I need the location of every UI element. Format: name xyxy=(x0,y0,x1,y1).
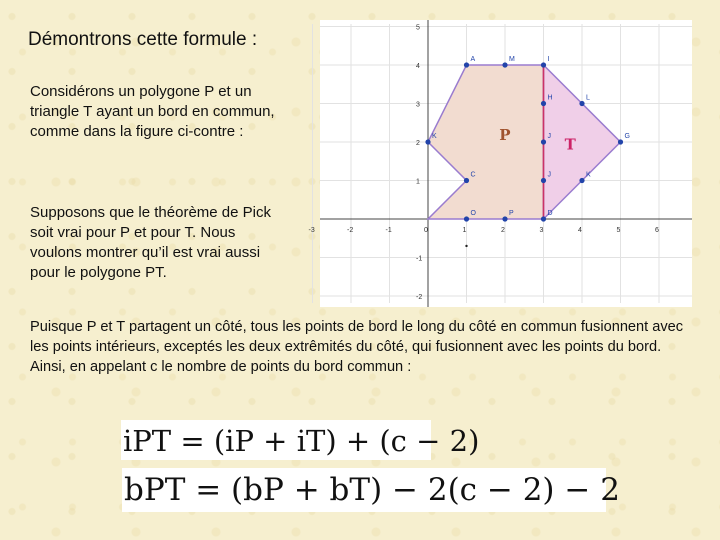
vertex-point xyxy=(464,216,469,221)
vertex-point xyxy=(541,62,546,67)
vertex-point xyxy=(618,139,623,144)
vertex-label: J xyxy=(547,171,551,179)
y-tick-label: -1 xyxy=(416,255,423,263)
vertex-label: K xyxy=(432,133,437,140)
vertex-label: M xyxy=(509,56,515,63)
x-tick-label: -3 xyxy=(308,227,315,234)
vertex-label: P xyxy=(509,210,514,217)
y-tick-label: 3 xyxy=(416,101,420,109)
vertex-label: H xyxy=(547,94,553,102)
vertex-label: O xyxy=(470,210,476,217)
y-tick-label: -2 xyxy=(416,294,423,301)
x-tick-label: 0 xyxy=(424,227,428,234)
y-tick-label: 5 xyxy=(416,24,420,32)
stray-dot xyxy=(465,245,467,247)
x-tick-label: 4 xyxy=(578,227,582,234)
formula-interior-text: iPT = (iP + iT) + (c − 2) xyxy=(123,424,480,458)
vertex-point xyxy=(541,216,546,221)
vertex-label: K xyxy=(586,171,591,179)
x-tick-label: -2 xyxy=(347,227,354,234)
x-tick-label: -1 xyxy=(385,227,392,234)
x-tick-label: 3 xyxy=(539,227,544,234)
vertex-label: A xyxy=(470,56,476,63)
vertex-label: G xyxy=(624,133,630,140)
formula-boundary xyxy=(122,468,620,512)
y-tick-label: 4 xyxy=(416,63,420,70)
vertex-point xyxy=(425,139,430,144)
x-tick-label: 2 xyxy=(501,227,505,234)
vertex-label: C xyxy=(470,171,476,179)
vertex-point xyxy=(502,62,507,67)
formula-boundary-text: bPT = (bP + bT) − 2(c − 2) − 2 xyxy=(124,472,620,508)
vertex-point xyxy=(464,62,469,67)
vertex-point xyxy=(541,178,546,183)
vertex-label: I xyxy=(547,56,550,63)
vertex-point xyxy=(579,178,584,183)
vertex-point xyxy=(579,101,584,106)
x-tick-label: 5 xyxy=(616,227,621,234)
y-tick-label: 2 xyxy=(416,140,420,147)
vertex-label: D xyxy=(547,210,553,217)
vertex-label: L xyxy=(586,94,590,102)
vertex-point xyxy=(464,178,469,183)
x-tick-label: 6 xyxy=(655,227,659,234)
polygon-p xyxy=(428,65,544,219)
vertex-point xyxy=(541,101,546,106)
label-t: T xyxy=(564,135,576,154)
vertex-label: J xyxy=(547,133,551,140)
y-tick-label: 1 xyxy=(416,178,420,186)
vertex-point xyxy=(541,139,546,144)
vertex-point xyxy=(502,216,507,221)
intro-paragraph: Considérons un polygone P et un triangle T ayant un bord en commun, comme dans la figure ci-contre : xyxy=(30,83,275,140)
heading: Démontrons cette formule : xyxy=(28,29,258,50)
x-tick-label: 1 xyxy=(462,227,467,234)
polygon-figure xyxy=(308,20,692,307)
formula-interior xyxy=(121,420,480,460)
hypothesis-paragraph: Supposons que le théorème de Pick soit vrai pour P et pour T. Nous voulons montrer qu’il est vrai aussi pour le polygone PT. xyxy=(30,204,271,281)
figure-svg xyxy=(308,20,692,307)
label-p: P xyxy=(499,126,511,145)
explanation-paragraph: Puisque P et T partagent un côté, tous les points de bord le long du côté en commun fusionnent avec les points intérieurs, exceptés les deux extrêmités du côté, qui fusionnent avec les points du bord. Ainsi, en appelant c le nombre de points du bord commun : xyxy=(30,319,684,375)
